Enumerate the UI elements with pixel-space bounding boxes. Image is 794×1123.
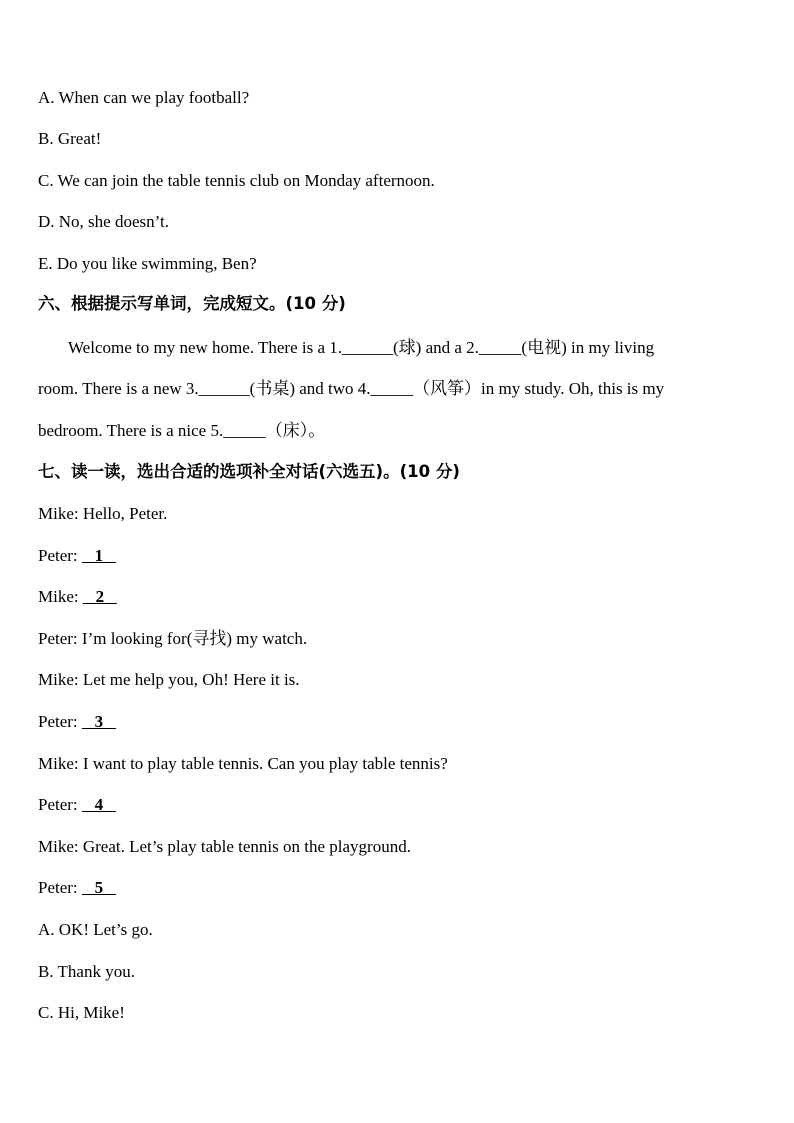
section-7-heading: 七、读一读，选出合适的选项补全对话(六选五)。(10 分) (38, 462, 460, 481)
section-7-option-c: C. Hi, Mike! (38, 1003, 125, 1022)
answer-blank-1[interactable]: 1 (81, 546, 116, 565)
section-6-heading: 六、根据提示写单词，完成短文。(10 分) (38, 294, 346, 313)
speaker: Peter: (38, 712, 78, 731)
speaker: Mike: (38, 754, 79, 773)
answer-blank-3[interactable]: 3 (81, 712, 116, 731)
section-6-paragraph-line-3: bedroom. There is a nice 5._____（床）。 (38, 421, 326, 440)
dialogue-text: Great. Let’s play table tennis on the playground. (82, 837, 411, 856)
speaker: Peter: (38, 795, 78, 814)
section-6-paragraph-line-1: Welcome to my new home. There is a 1.______(球) and a 2._____(电视) in my living (68, 338, 655, 357)
dialogue-text: Let me help you, Oh! Here it is. (82, 670, 300, 689)
dialogue-line-1 (38, 504, 167, 524)
speaker: Mike: (38, 504, 79, 523)
dialogue-line-8 (38, 795, 116, 815)
dialogue-line-6 (38, 712, 116, 732)
option-d: D. No, she doesn’t. (38, 212, 169, 231)
section-6-paragraph-line-2: room. There is a new 3.______(书桌) and two 4._____（风筝）in my study. Oh, this is my (38, 379, 665, 398)
answer-blank-5[interactable]: 5 (81, 878, 116, 897)
dialogue-text: I want to play table tennis. Can you play table tennis? (82, 754, 448, 773)
speaker: Peter: (38, 546, 78, 565)
speaker: Peter: (38, 878, 78, 897)
option-e: E. Do you like swimming, Ben? (38, 254, 257, 273)
dialogue-text: Hello, Peter. (82, 504, 168, 523)
dialogue-line-9 (38, 837, 411, 857)
dialogue-line-3 (38, 587, 117, 607)
section-7-option-a: A. OK! Let’s go. (38, 920, 153, 939)
dialogue-line-2 (38, 546, 116, 566)
speaker: Mike: (38, 670, 79, 689)
answer-blank-4[interactable]: 4 (81, 795, 116, 814)
speaker: Mike: (38, 587, 79, 606)
dialogue-text: I’m looking for(寻找) my watch. (81, 629, 308, 648)
option-a: A. When can we play football? (38, 88, 250, 107)
dialogue-line-5 (38, 670, 300, 690)
section-7-option-b: B. Thank you. (38, 962, 135, 981)
option-c: C. We can join the table tennis club on Monday afternoon. (38, 171, 435, 190)
speaker: Peter: (38, 629, 78, 648)
answer-blank-2[interactable]: 2 (82, 587, 117, 606)
dialogue-line-10 (38, 878, 116, 898)
dialogue-line-7 (38, 754, 448, 774)
option-b: B. Great! (38, 129, 102, 148)
dialogue-line-4 (38, 629, 307, 649)
speaker: Mike: (38, 837, 79, 856)
